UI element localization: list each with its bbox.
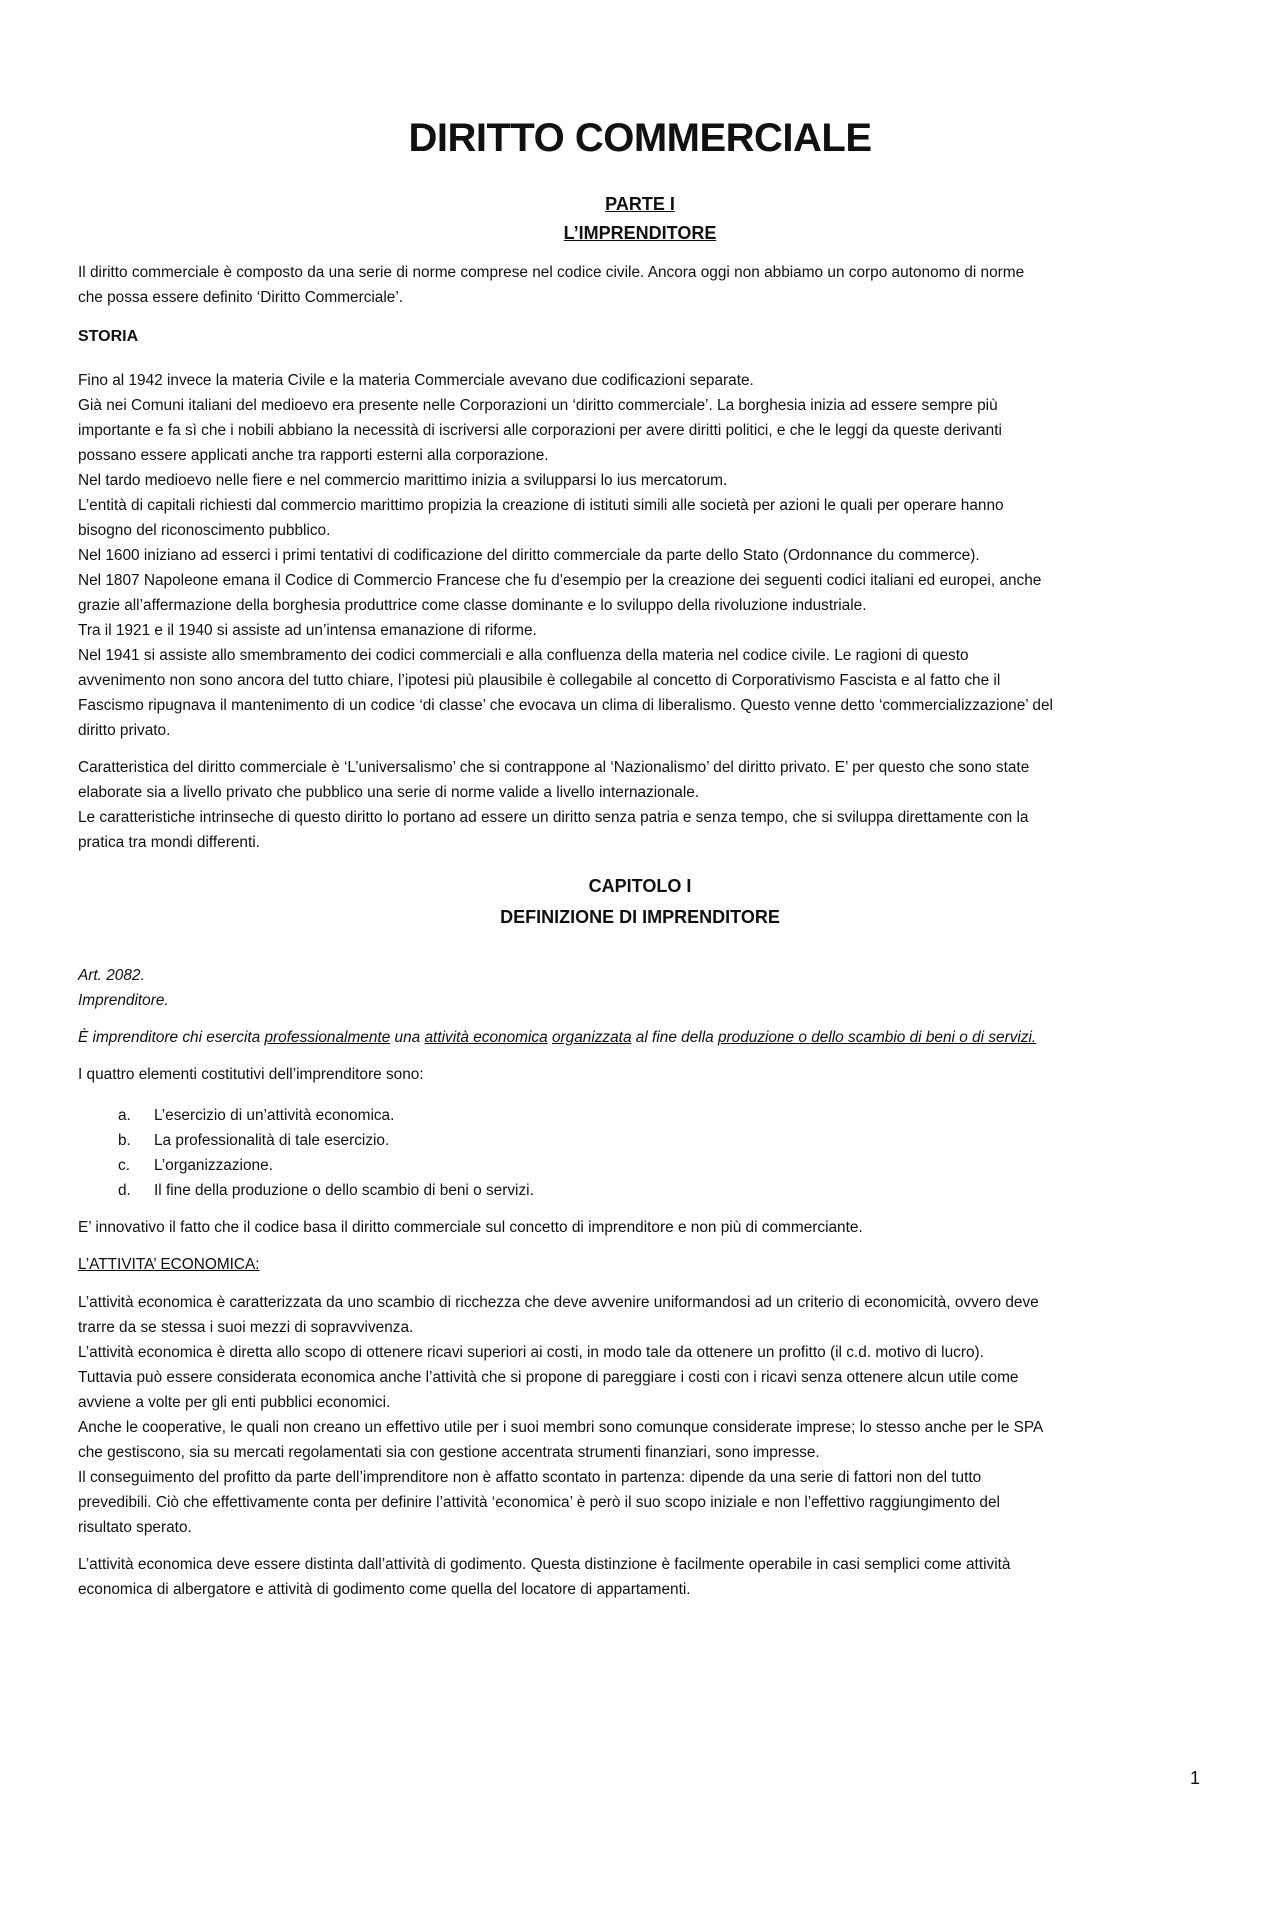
article-definition (78, 1025, 1202, 1050)
list-item-text: L’esercizio di un’attività economica. (154, 1107, 395, 1124)
text-line: trarre da se stessa i suoi mezzi di sopravvivenza. (78, 1319, 414, 1336)
text-line: Già nei Comuni italiani del medioevo era presente nelle Corporazioni un ‘diritto commerciale’. La borghesia inizia ad essere sempre più (78, 397, 998, 414)
text-line: che gestiscono, sia su mercati regolamentati sia con gestione accentrata strumenti finanziari, sono impresse. (78, 1444, 820, 1461)
part-subtitle: L’IMPRENDITORE (563, 223, 717, 243)
text-line: Il conseguimento del profitto da parte dell’imprenditore non è affatto scontato in partenza: dipende da una serie di fattori non del tutto (78, 1469, 982, 1486)
text-line: avviene a volte per gli enti pubblici economici. (78, 1394, 391, 1411)
chapter-label: CAPITOLO I (588, 876, 692, 896)
definition-text: È imprenditore chi esercita (78, 1029, 265, 1046)
page-number: 1 (1189, 1768, 1200, 1788)
elements-list (78, 1103, 1202, 1203)
list-item (78, 1103, 1202, 1128)
text-line: Nel 1807 Napoleone emana il Codice di Commercio Francese che fu d’esempio per la creazione dei seguenti codici italiani ed europei, anche (78, 572, 1042, 589)
attivita-paragraph (78, 1290, 1202, 1540)
text-line: Tuttavia può essere considerata economica anche l’attività che si propone di pareggiare i costi con i ricavi senza ottenere alcun utile come (78, 1369, 1019, 1386)
text-line: L’entità di capitali richiesti dal commercio marittimo propizia la creazione di istituti simili alle società per azioni le quali per operare hanno (78, 497, 1004, 514)
text-line: avvenimento non sono ancora del tutto chiare, l’ipotesi più plausibile è collegabile al concetto di Corporativismo Fascista e al fatto che il (78, 672, 1001, 689)
list-item (78, 1128, 1202, 1153)
definition-term: professionalmente (264, 1029, 391, 1046)
definition-term: organizzata (551, 1029, 632, 1046)
text-line: L’attività economica è caratterizzata da uno scambio di ricchezza che deve avvenire uniformandosi ad un criterio di economicità, ovvero deve (78, 1294, 1039, 1311)
text-line: L’attività economica deve essere distinta dall’attività di godimento. Questa distinzione è facilmente operabile in casi semplici come attività (78, 1556, 1011, 1573)
text-line: diritto privato. (78, 722, 171, 739)
text-line: importante e fa sì che i nobili abbiano la necessità di iscriversi alle corporazioni per avere diritti politici, e che le leggi da queste derivanti (78, 422, 1002, 439)
definition-term: attività economica (424, 1029, 548, 1046)
text-line: prevedibili. Ciò che effettivamente conta per definire l’attività ‘economica’ è però il suo scopo iniziale e non l’effettivo raggiungimento del (78, 1494, 1000, 1511)
list-item-text: La professionalità di tale esercizio. (154, 1132, 390, 1149)
text-line: Anche le cooperative, le quali non creano un effettivo utile per i suoi membri sono comunque considerate imprese; lo stesso anche per le SPA (78, 1419, 1044, 1436)
section-heading-storia: STORIA (78, 328, 139, 345)
definition-term: produzione o dello scambio di beni o di servizi. (717, 1029, 1037, 1046)
text-line: che possa essere definito ‘Diritto Commerciale’. (78, 289, 404, 306)
document-page (0, 114, 1280, 1925)
chapter-title: DEFINIZIONE DI IMPRENDITORE (500, 907, 780, 927)
text-line: Il diritto commerciale è composto da una serie di norme comprese nel codice civile. Ancora oggi non abbiamo un corpo autonomo di norme (78, 264, 1025, 281)
list-item-text: L’organizzazione. (154, 1157, 273, 1174)
godimento-paragraph (78, 1552, 1202, 1602)
list-item (78, 1153, 1202, 1178)
intro-paragraph (78, 260, 1202, 310)
list-item-text: Il fine della produzione o dello scambio di beni o servizi. (154, 1182, 534, 1199)
text-line: economica di albergatore e attività di godimento come quella del locatore di appartamenti. (78, 1581, 691, 1598)
list-marker: a. (118, 1107, 131, 1124)
text-line: Nel 1600 iniziano ad esserci i primi tentativi di codificazione del diritto commerciale da parte dello Stato (Ordonnance du commerce). (78, 547, 980, 564)
text-line: elaborate sia a livello privato che pubblico una serie di norme valide a livello internazionale. (78, 784, 700, 801)
list-marker: c. (118, 1157, 130, 1174)
storia-paragraph (78, 368, 1202, 743)
list-item (78, 1178, 1202, 1203)
definition-text: al fine della (631, 1029, 718, 1046)
text-line: possano essere applicati anche tra rapporti esterni alla corporazione. (78, 447, 549, 464)
text-line: Nel tardo medioevo nelle fiere e nel commercio marittimo inizia a svilupparsi lo ius mercatorum. (78, 472, 728, 489)
part-heading (78, 190, 1202, 248)
text-line: Fascismo ripugnava il mantenimento di un codice ‘di classe’ che evocava un clima di liberalismo. Questo venne detto ‘commercializzazione’ del (78, 697, 1053, 714)
article-header (78, 963, 1202, 1013)
text-line: Tra il 1921 e il 1940 si assiste ad un’intensa emanazione di riforme. (78, 622, 537, 639)
text-line: bisogno del riconoscimento pubblico. (78, 522, 331, 539)
article-name: Imprenditore. (78, 992, 169, 1009)
list-marker: b. (118, 1132, 131, 1149)
text-line: pratica tra mondi differenti. (78, 834, 260, 851)
universalismo-paragraph (78, 755, 1202, 855)
elements-intro: I quattro elementi costitutivi dell’imprenditore sono: (78, 1066, 424, 1083)
text-line: grazie all’affermazione della borghesia produttrice come classe dominante e lo sviluppo della rivoluzione industriale. (78, 597, 867, 614)
chapter-heading (78, 871, 1202, 933)
text-line: L’attività economica è diretta allo scopo di ottenere ricavi superiori ai costi, in modo tale da ottenere un profitto (il c.d. motivo di lucro). (78, 1344, 984, 1361)
text-line: Le caratteristiche intrinseche di questo diritto lo portano ad essere un diritto senza patria e senza tempo, che si sviluppa direttamente con la (78, 809, 1029, 826)
section-heading-attivita: L’ATTIVITA’ ECONOMICA: (78, 1256, 260, 1273)
article-number: Art. 2082. (78, 967, 145, 984)
list-marker: d. (118, 1182, 131, 1199)
part-label: PARTE I (605, 194, 675, 214)
text-line: Fino al 1942 invece la materia Civile e la materia Commerciale avevano due codificazioni separate. (78, 372, 754, 389)
text-line: Nel 1941 si assiste allo smembramento dei codici commerciali e alla confluenza della materia nel codice civile. Le ragioni di questo (78, 647, 969, 664)
document-title: DIRITTO COMMERCIALE (408, 116, 872, 160)
innovation-note: E’ innovativo il fatto che il codice basa il diritto commerciale sul concetto di imprenditore e non più di commerciante. (78, 1219, 863, 1236)
text-line: Caratteristica del diritto commerciale è ‘L’universalismo’ che si contrappone al ‘Nazionalismo’ del diritto privato. E’ per questo che sono state (78, 759, 1030, 776)
text-line: risultato sperato. (78, 1519, 192, 1536)
definition-text: una (390, 1029, 425, 1046)
